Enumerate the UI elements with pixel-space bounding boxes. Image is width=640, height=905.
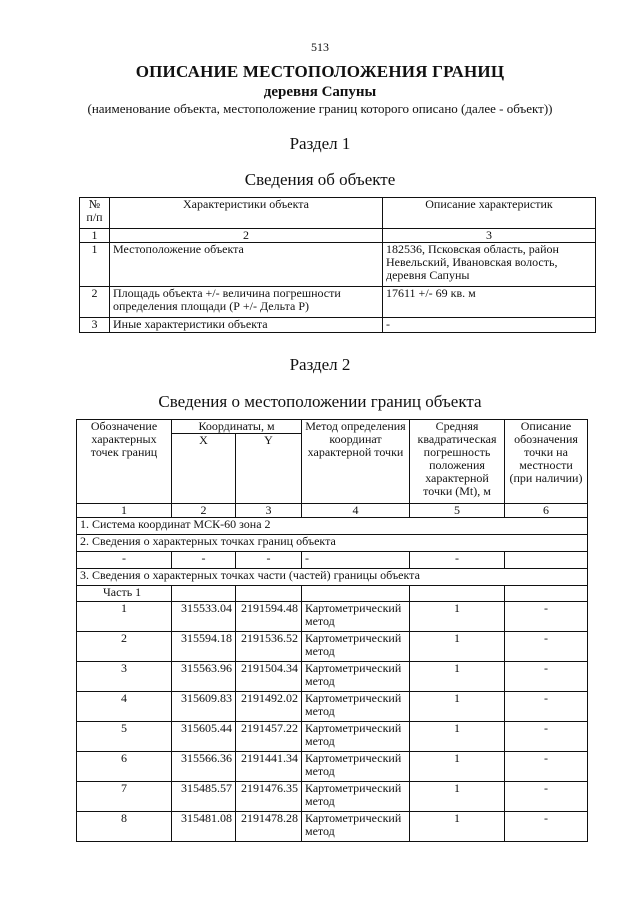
table-cell [172,586,236,602]
header-method: Метод определения координат характерной точки [302,420,410,504]
section1-caption: Сведения об объекте [244,170,396,189]
accuracy: 1 [410,812,505,842]
coordinate-y: 2191478.28 [236,812,302,842]
point-id: 5 [77,722,172,752]
header-point-description: Описание обозначения точки на местности (при наличии) [505,420,588,504]
section1-heading: Раздел 1 [289,134,351,153]
row-number: 3 [80,318,110,333]
coordinate-x: 315605.44 [172,722,236,752]
boundary-points-row: 2. Сведения о характерных точках границ объекта [77,535,588,552]
point-description: - [505,752,588,782]
document-note: (наименование объекта, местоположение границ которого описано (далее - объект)) [87,101,553,116]
column-number: 3 [236,504,302,518]
column-number: 6 [505,504,588,518]
coordinate-y: 2191476.35 [236,782,302,812]
coordinate-x: 315481.08 [172,812,236,842]
section2-heading: Раздел 2 [289,355,351,374]
coordinate-x: 315485.57 [172,782,236,812]
header-point: Обозначение характерных точек границ [77,420,172,504]
point-id: 7 [77,782,172,812]
page-number: 513 [311,40,329,54]
characteristic-name: Иные характеристики объекта [110,318,383,333]
coordinate-y: 2191594.48 [236,602,302,632]
column-number: 5 [410,504,505,518]
part-label: Часть 1 [77,586,172,602]
method: Картометрический метод [302,722,410,752]
table-cell: - [172,552,236,569]
coordinate-y: 2191504.34 [236,662,302,692]
characteristic-value: 17611 +/- 69 кв. м [383,287,596,318]
accuracy: 1 [410,782,505,812]
point-id: 3 [77,662,172,692]
table-cell [236,586,302,602]
table-row [77,722,588,752]
header-accuracy: Средняя квадратическая погрешность положения характерной точки (Mt), м [410,420,505,504]
object-info-table [79,197,596,333]
accuracy: 1 [410,752,505,782]
table-row [80,318,596,333]
table-cell: - [236,552,302,569]
method: Картометрический метод [302,752,410,782]
column-number: 2 [110,229,383,243]
table-cell: - [77,552,172,569]
point-description: - [505,602,588,632]
point-id: 2 [77,632,172,662]
table-row [77,752,588,782]
boundary-points-table [76,419,588,842]
point-id: 6 [77,752,172,782]
section2-caption: Сведения о местоположении границ объекта [158,392,482,411]
table-cell: - [410,552,505,569]
coordinate-x: 315594.18 [172,632,236,662]
table-row [77,782,588,812]
method: Картометрический метод [302,632,410,662]
table-row [77,812,588,842]
method: Картометрический метод [302,782,410,812]
point-description: - [505,782,588,812]
column-number: 4 [302,504,410,518]
table-row [77,632,588,662]
characteristic-value: 182536, Псковская область, район Невельский, Ивановская волость, деревня Сапуны [383,243,596,287]
method: Картометрический метод [302,662,410,692]
coordinate-y: 2191457.22 [236,722,302,752]
coordinate-x: 315609.83 [172,692,236,722]
coordinate-system-row: 1. Система координат МСК-60 зона 2 [77,518,588,535]
characteristic-name: Площадь объекта +/- величина погрешности определения площади (Р +/- Дельта Р) [110,287,383,318]
table-row [80,287,596,318]
point-description: - [505,722,588,752]
coordinate-x: 315533.04 [172,602,236,632]
point-description: - [505,692,588,722]
header-number: № п/п [80,198,110,229]
row-number: 2 [80,287,110,318]
coordinate-x: 315563.96 [172,662,236,692]
header-coordinates: Координаты, м [172,420,302,434]
table-cell [505,552,588,569]
characteristic-value: - [383,318,596,333]
method: Картометрический метод [302,812,410,842]
table-cell [410,586,505,602]
header-characteristics: Характеристики объекта [110,198,383,229]
column-number: 1 [77,504,172,518]
column-number: 3 [383,229,596,243]
point-id: 8 [77,812,172,842]
column-number: 2 [172,504,236,518]
characteristic-name: Местоположение объекта [110,243,383,287]
coordinate-y: 2191441.34 [236,752,302,782]
table-cell [505,586,588,602]
accuracy: 1 [410,692,505,722]
accuracy: 1 [410,602,505,632]
part-boundary-row: 3. Сведения о характерных точках части (частей) границы объекта [77,569,588,586]
table-cell [302,586,410,602]
header-x: X [172,434,236,504]
point-id: 1 [77,602,172,632]
coordinate-y: 2191492.02 [236,692,302,722]
table-row [77,552,588,569]
column-number: 1 [80,229,110,243]
table-row [77,602,588,632]
coordinate-x: 315566.36 [172,752,236,782]
point-id: 4 [77,692,172,722]
header-description: Описание характеристик [383,198,596,229]
point-description: - [505,662,588,692]
point-description: - [505,812,588,842]
table-row [77,662,588,692]
method: Картометрический метод [302,692,410,722]
method: Картометрический метод [302,602,410,632]
accuracy: 1 [410,662,505,692]
point-description: - [505,632,588,662]
accuracy: 1 [410,632,505,662]
table-row [80,243,596,287]
document-subtitle: деревня Сапуны [263,84,377,100]
coordinate-y: 2191536.52 [236,632,302,662]
document-title: ОПИСАНИЕ МЕСТОПОЛОЖЕНИЯ ГРАНИЦ [135,62,505,81]
header-y: Y [236,434,302,504]
table-cell: - [302,552,410,569]
table-row [77,692,588,722]
accuracy: 1 [410,722,505,752]
row-number: 1 [80,243,110,287]
